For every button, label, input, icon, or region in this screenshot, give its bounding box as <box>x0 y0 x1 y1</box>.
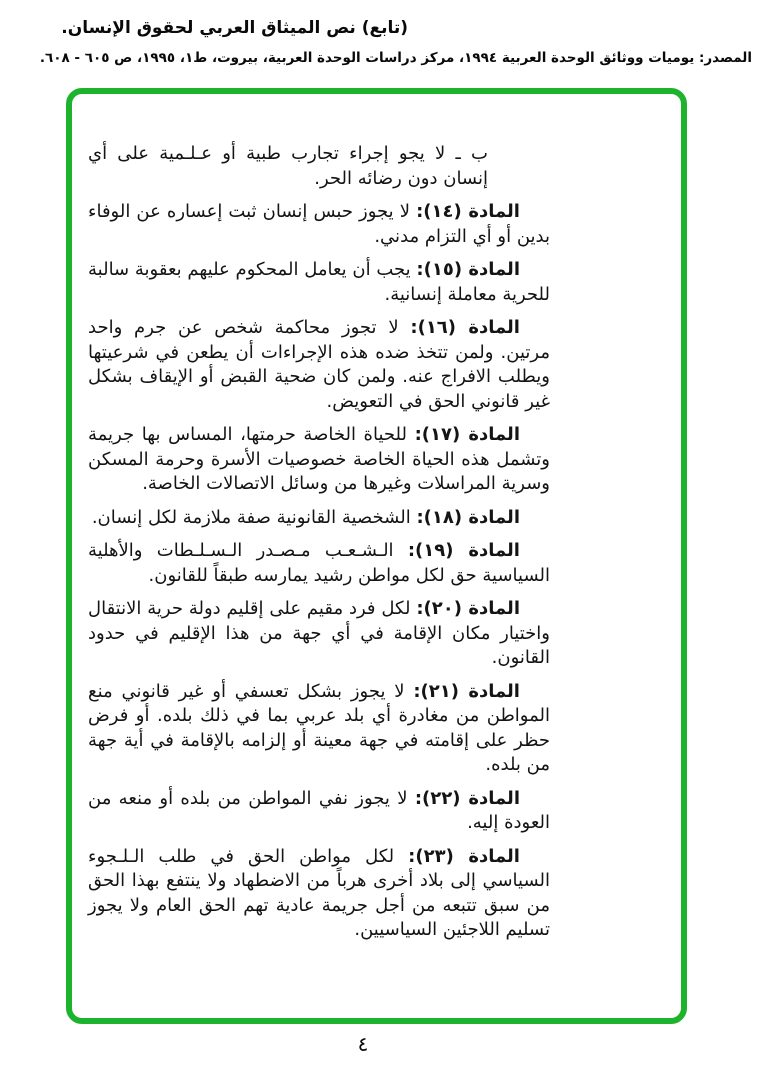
charter-text-column <box>88 142 550 952</box>
document-title: (تابع) نص الميثاق العربي لحقوق الإنسان. <box>61 18 408 38</box>
article-text: للحياة الخاصة حرمتها، المساس بها جريمة وتشمل هذه الحياة الخاصة خصوصيات الأسرة وحرمة المسكن وسرية المراسلات وغيرها من وسائل الاتصالات الخاصة. <box>88 424 550 494</box>
article-label: المادة (١٧): <box>414 424 520 445</box>
article-21-paragraph <box>88 680 550 778</box>
article-22-paragraph <box>88 787 550 836</box>
clause-b-paragraph <box>88 142 488 191</box>
article-label: المادة (٢٣): <box>408 845 520 867</box>
page-number: ٤ <box>357 1032 369 1056</box>
article-text: لا يجوز حبس إنسان ثبت إعساره عن الوفاء بدين أو أي التزام مدني. <box>88 201 550 247</box>
article-text: لكل فرد مقيم على إقليم دولة حرية الانتقال واختيار مكان الإقامة في أي جهة من هذا الإقليم في حدود القانون. <box>88 598 550 668</box>
article-17-paragraph <box>88 423 550 497</box>
article-14-paragraph <box>88 200 550 249</box>
article-text: لا يجوز بشكل تعسفي أو غير قانوني منع المواطن من مغادرة أي بلد عربي بما في ذلك بلده. أو فرض حظر على إقامته في جهة معينة أو إلزامه بالإقامة في أية جهة من بلده. <box>88 680 550 775</box>
article-19-paragraph <box>88 539 550 588</box>
article-20-paragraph <box>88 597 550 671</box>
article-text: لا يجوز نفي المواطن من بلده أو منعه من العودة إليه. <box>88 787 550 833</box>
article-text: يجب أن يعامل المحكوم عليهم بعقوبة سالبة للحرية معاملة إنسانية. <box>88 259 550 305</box>
clause-text: لا يجو إجراء تجارب طبية أو عـلـمية على أي إنسان دون رضائه الحر. <box>88 143 488 189</box>
article-label: المادة (٢١): <box>413 680 520 702</box>
content-frame <box>66 88 687 1024</box>
article-text: لكل مواطن الحق في طلب الـلـجوء السياسي إلى بلاد أخرى هرباً من الاضطهاد ولا ينتفع بهذا الحق من سبق تتبعه من أجل جريمة عادية تهم الحق العام ولا يجوز تسليم اللاجئين السياسيين. <box>88 845 550 940</box>
article-label: المادة (١٩): <box>407 540 520 561</box>
article-text: لا تجوز محاكمة شخص عن جرم واحد مرتين. ولمن تتخذ ضده هذه الإجراءات أن يطعن في شرعيتها ويطلب الافراج عنه. ولمن كان ضحية القبض أو الإيقاف بشكل غير قانوني الحق في التعويض. <box>88 317 550 412</box>
article-label: المادة (٢٢): <box>414 787 520 809</box>
article-label: المادة (٢٠): <box>416 598 520 619</box>
article-23-paragraph <box>88 845 550 943</box>
article-label: المادة (١٨): <box>416 506 520 528</box>
article-label: المادة (١٤): <box>416 201 520 222</box>
article-text: الـشـعـب مـصـدر الـسـلـطات والأهلية السياسية حق لكل مواطن رشيد يمارسه طبقاً للقانون. <box>88 540 550 586</box>
article-label: المادة (١٥): <box>416 259 520 280</box>
clause-label: ب ـ <box>455 143 488 164</box>
article-text: الشخصية القانونية صفة ملازمة لكل إنسان. <box>91 506 411 528</box>
article-18-paragraph <box>88 506 550 531</box>
article-16-paragraph <box>88 316 550 414</box>
article-label: المادة (١٦): <box>410 317 520 338</box>
article-15-paragraph <box>88 258 550 307</box>
document-source-citation: المصدر: يوميات ووثائق الوحدة العربية ١٩٩٤، مركز دراسات الوحدة العربية، بيروت، ط١، ١٩٩٥، ص ٦٠٥ - ٦٠٨. <box>39 50 752 66</box>
